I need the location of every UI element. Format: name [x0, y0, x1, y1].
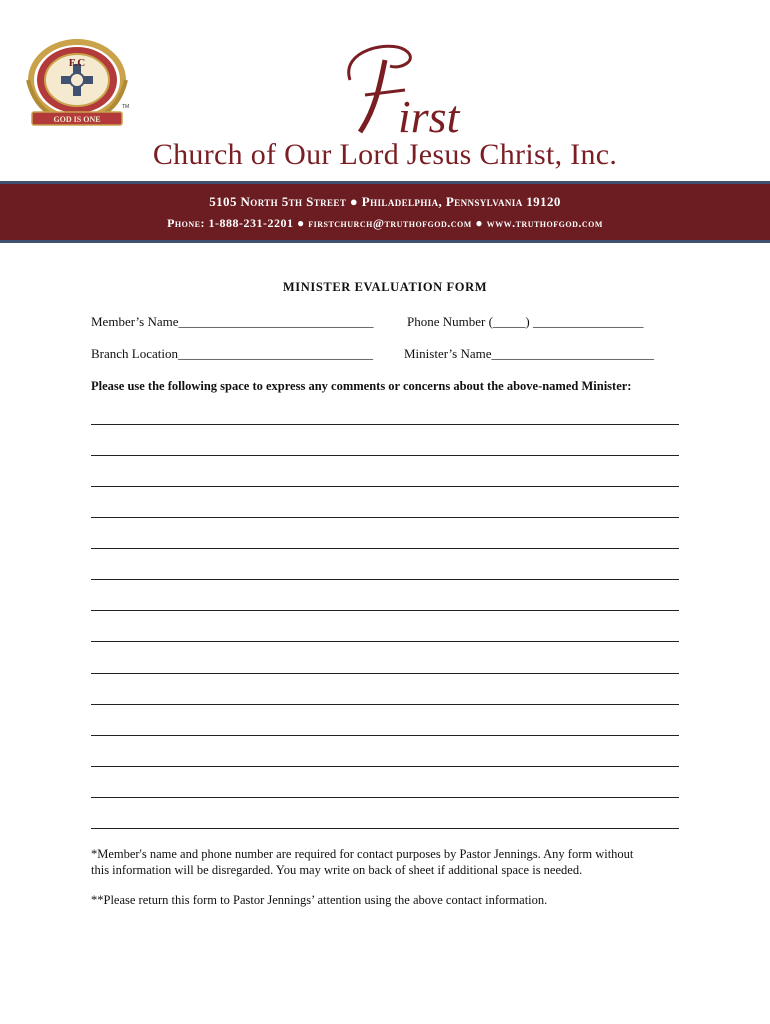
first-wordmark [330, 40, 490, 140]
comment-line[interactable] [91, 610, 679, 611]
comment-line[interactable] [91, 797, 679, 798]
contact-banner [0, 181, 770, 243]
comment-line[interactable] [91, 517, 679, 518]
seal-initials: F.C [68, 57, 86, 69]
minister-name-field[interactable]: Minister’s Name_________________________ [404, 346, 654, 361]
required-note-line1: *Member's name and phone number are required for contact purposes by Pastor Jennings. Any form without [91, 847, 634, 861]
return-note: **Please return this form to Pastor Jennings’ attention using the above contact information. [91, 893, 548, 907]
first-word-text: irst [398, 91, 460, 140]
comment-line[interactable] [91, 735, 679, 736]
form-title: MINISTER EVALUATION FORM [282, 280, 488, 294]
comment-line[interactable] [91, 455, 679, 456]
comment-line[interactable] [91, 579, 679, 580]
comment-line[interactable] [91, 828, 679, 829]
comment-line[interactable] [91, 486, 679, 487]
contact-line: Phone: 1-888-231-2201 ● firstchurch@truthofgod.com ● www.truthofgod.com [167, 216, 603, 230]
comment-line[interactable] [91, 424, 679, 425]
comment-line[interactable] [91, 704, 679, 705]
church-name: Church of Our Lord Jesus Christ, Inc. [152, 138, 618, 171]
address-line: 5105 North 5th Street ● Philadelphia, Pennsylvania 19120 [209, 194, 561, 209]
member-name-field[interactable]: Member’s Name______________________________ [91, 314, 374, 329]
phone-number-field[interactable]: Phone Number (_____) _________________ [407, 314, 644, 329]
comment-line[interactable] [91, 548, 679, 549]
required-note-line2: this information will be disregarded. You may write on back of sheet if additional space is needed. [91, 863, 583, 877]
comment-line[interactable] [91, 766, 679, 767]
comment-line[interactable] [91, 641, 679, 642]
seal-motto: GOD IS ONE [53, 115, 101, 124]
seal-trademark: TM [122, 104, 130, 110]
instructions-text: Please use the following space to express any comments or concerns about the above-named Minister: [91, 379, 632, 393]
branch-location-field[interactable]: Branch Location______________________________ [91, 346, 373, 361]
church-seal-logo [24, 36, 130, 130]
comment-line[interactable] [91, 673, 679, 674]
